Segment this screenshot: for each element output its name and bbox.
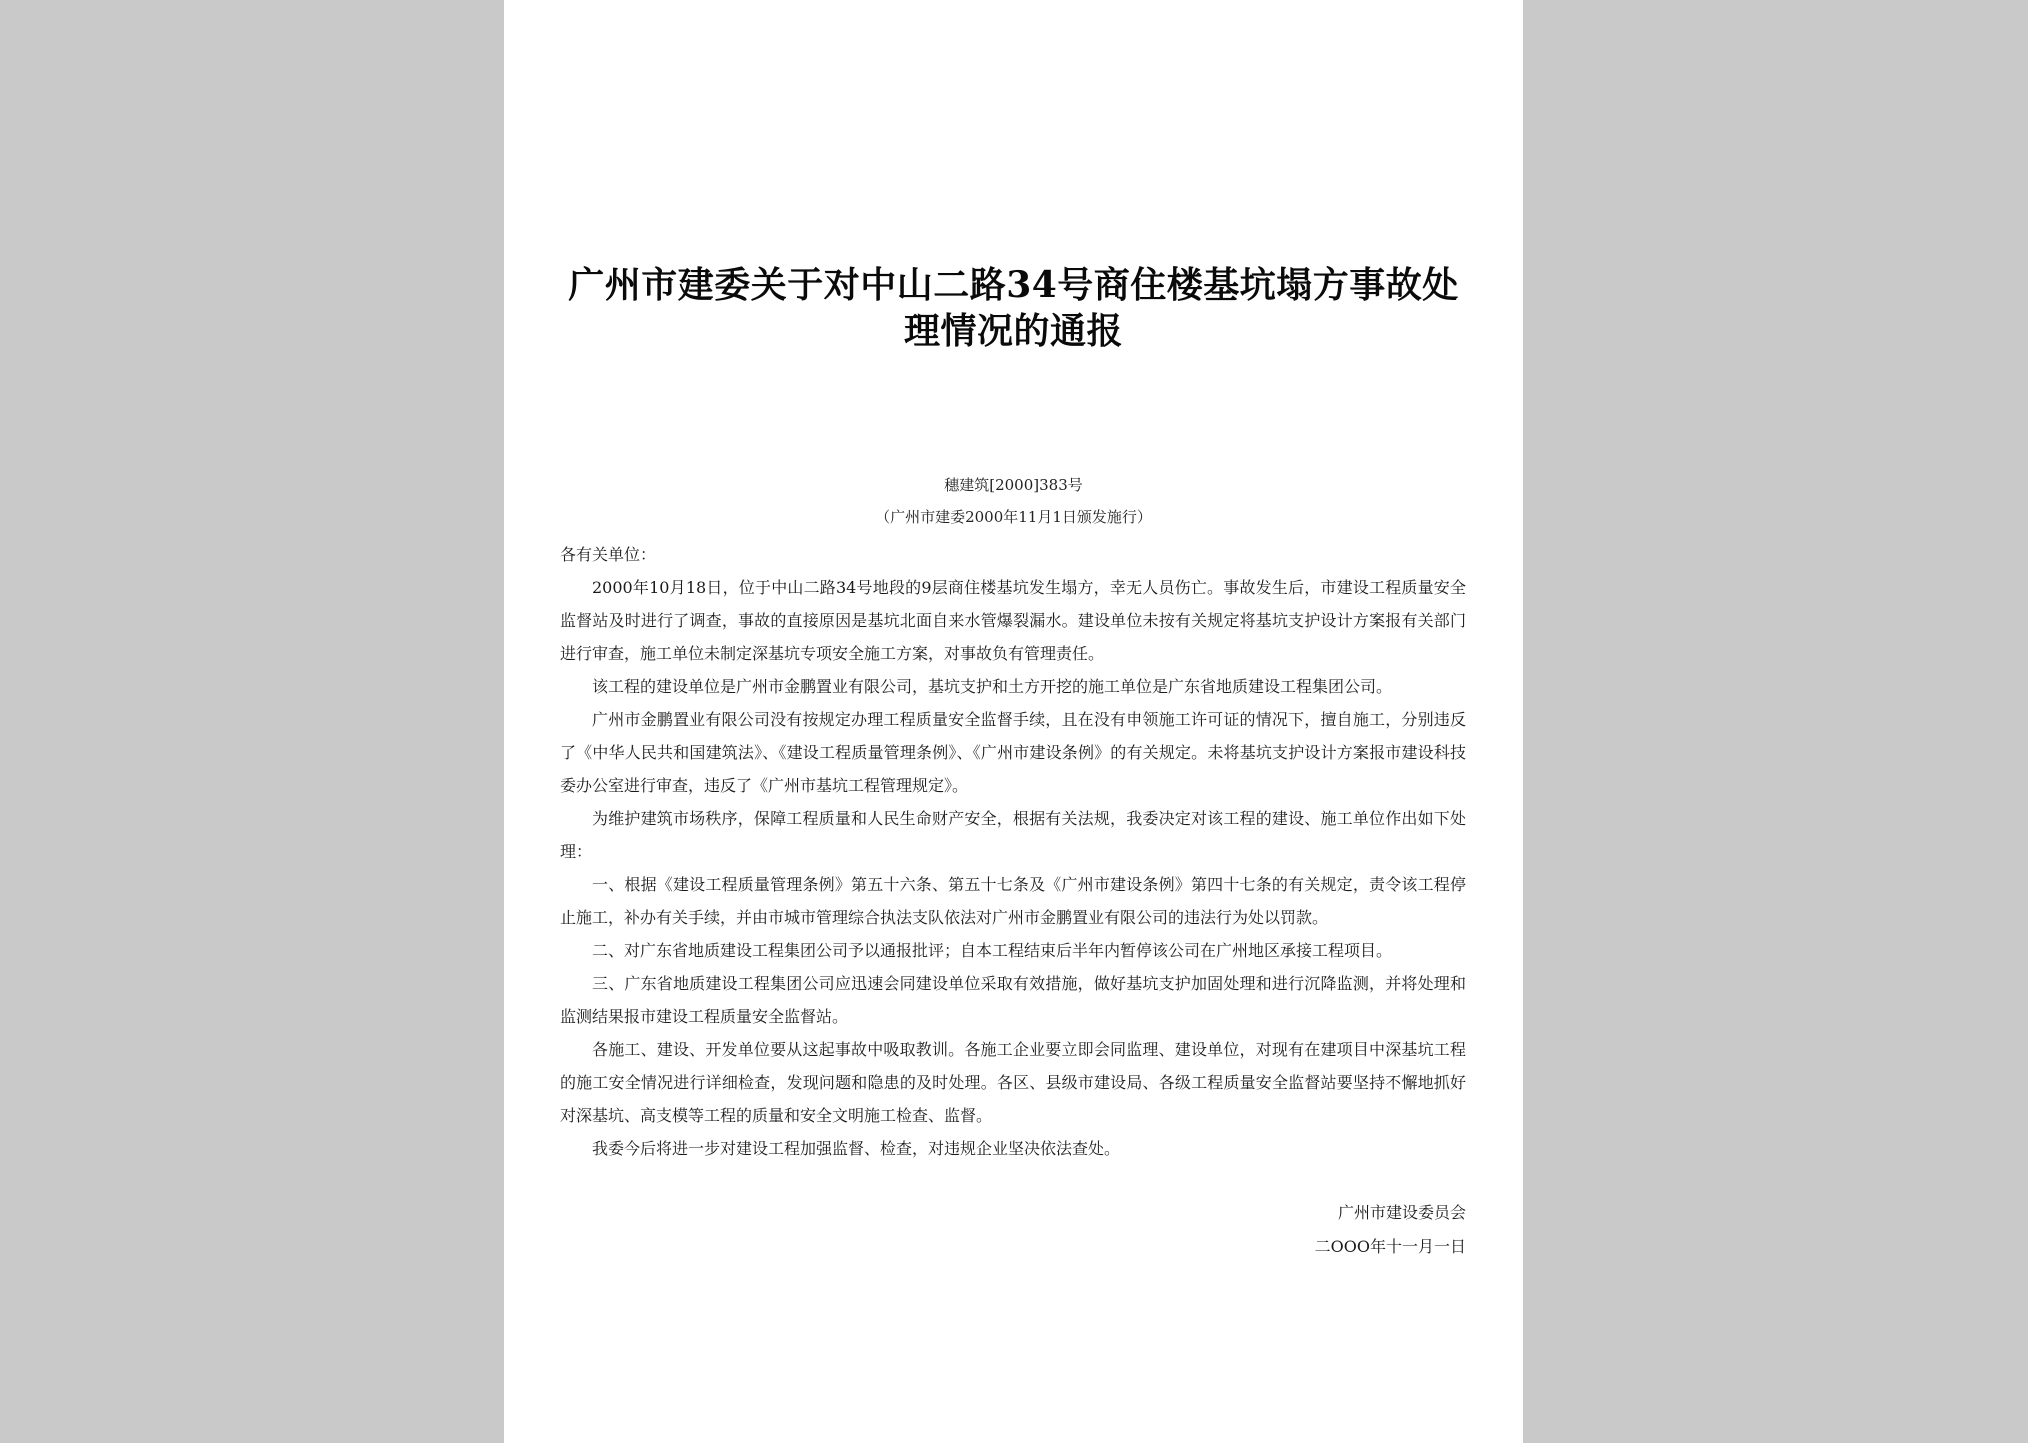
signature-organization: 广州市建设委员会 <box>1337 1203 1466 1222</box>
document-number: 穗建筑[2000]383号 <box>944 476 1083 494</box>
paragraph: 三、广东省地质建设工程集团公司应迅速会同建设单位采取有效措施，做好基坑支护加固处理和进行沉降监测，并将处理和监测结果报市建设工程质量安全监督站。 <box>560 974 1466 1026</box>
document-title <box>564 262 1463 354</box>
paragraph: 为维护建筑市场秩序，保障工程质量和人民生命财产安全，根据有关法规，我委决定对该工程的建设、施工单位作出如下处理： <box>560 809 1466 861</box>
paragraph: 各施工、建设、开发单位要从这起事故中吸取教训。各施工企业要立即会同监理、建设单位，对现有在建项目中深基坑工程的施工安全情况进行详细检查，发现问题和隐患的及时处理。各区、县级市建设局、各级工程质量安全监督站要坚持不懈地抓好对深基坑、高支模等工程的质量和安全文明施工检查、监督。 <box>560 1040 1466 1125</box>
document-body <box>560 538 1466 1165</box>
paragraph: 二、对广东省地质建设工程集团公司予以通报批评；自本工程结束后半年内暂停该公司在广州地区承接工程项目。 <box>592 941 1393 960</box>
signature-block <box>1315 1196 1466 1264</box>
paragraph: 2000年10月18日，位于中山二路34号地段的9层商住楼基坑发生塌方，幸无人员伤亡。事故发生后，市建设工程质量安全监督站及时进行了调查，事故的直接原因是基坑北面自来水管爆裂漏水。建设单位未按有关规定将基坑支护设计方案报有关部门进行审查，施工单位未制定深基坑专项安全施工方案，对事故负有管理责任。 <box>560 578 1466 663</box>
paragraph: 广州市金鹏置业有限公司没有按规定办理工程质量安全监督手续，且在没有申领施工许可证的情况下，擅自施工，分别违反了《中华人民共和国建筑法》、《建设工程质量管理条例》、《广州市建设条例》的有关规定。未将基坑支护设计方案报市建设科技委办公室进行审查，违反了《广州市基坑工程管理规定》。 <box>560 710 1466 795</box>
paragraph: 我委今后将进一步对建设工程加强监督、检查，对违规企业坚决依法查处。 <box>592 1139 1121 1158</box>
document-page <box>504 0 1523 1443</box>
signature-date: 二OOO年十一月一日 <box>1314 1237 1466 1256</box>
paragraph: 一、根据《建设工程质量管理条例》第五十六条、第五十七条及《广州市建设条例》第四十七条的有关规定，责令该工程停止施工，补办有关手续，并由市城市管理综合执法支队依法对广州市金鹏置业有限公司的违法行为处以罚款。 <box>560 875 1466 927</box>
title-line-1: 广州市建委关于对中山二路34号商住楼基坑塌方事故处 <box>568 264 1459 306</box>
paragraph: 该工程的建设单位是广州市金鹏置业有限公司，基坑支护和土方开挖的施工单位是广东省地质建设工程集团公司。 <box>592 677 1393 696</box>
salutation: 各有关单位： <box>560 545 657 564</box>
title-line-2: 理情况的通报 <box>903 310 1123 352</box>
issue-note: （广州市建委2000年11月1日颁发施行） <box>875 508 1152 526</box>
